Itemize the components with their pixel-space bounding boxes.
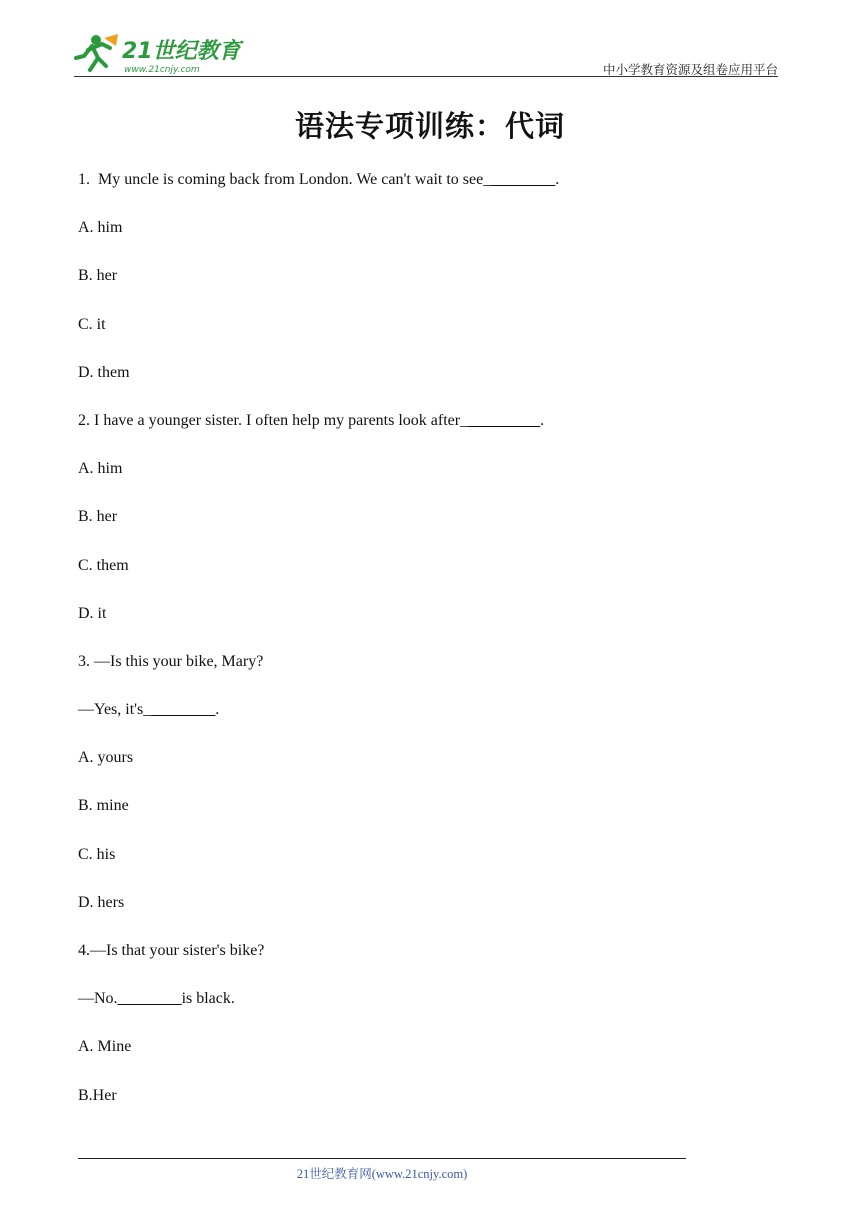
answer-blank: ________ (491, 171, 556, 188)
page-header (74, 30, 778, 78)
footer-link[interactable]: 21世纪教育网(www.21cnjy.com) (296, 1167, 468, 1181)
question-2: 2. I have a younger sister. I often help my parents look after__________. (78, 411, 545, 429)
option-3b: B. mine (78, 797, 129, 815)
option-2b: B. her (78, 508, 118, 526)
option-4b: B.Her (78, 1086, 117, 1104)
header-divider (74, 76, 778, 77)
svg-text:21世纪教育: 21世纪教育 (122, 39, 241, 64)
option-4a: A. Mine (78, 1038, 132, 1056)
runner-logo-icon (74, 30, 244, 76)
site-logo (74, 30, 244, 76)
option-1d: D. them (78, 363, 130, 381)
option-2d: D. it (78, 604, 107, 622)
option-2a: A. him (78, 460, 123, 478)
question-1: 1. My uncle is coming back from London. We can't wait to see_________. (78, 171, 560, 188)
answer-blank: __ (117, 990, 134, 1008)
option-1c: C. it (78, 315, 106, 333)
question-3-reply: —Yes, it's_________. (78, 701, 220, 719)
answer-blank: ________ (151, 701, 216, 719)
question-4-reply: —No.________is black. (78, 990, 235, 1008)
svg-text:www.21cnjy.com: www.21cnjy.com (124, 65, 200, 75)
option-1a: A. him (78, 219, 123, 237)
option-3a: A. yours (78, 749, 134, 767)
option-1b: B. her (78, 267, 118, 285)
platform-name: 中小学教育资源及组卷应用平台 (602, 62, 778, 77)
answer-blank: _________ (468, 411, 541, 429)
page-title: 语法专项训练：代词 (294, 109, 565, 143)
question-list (78, 170, 778, 1134)
footer-divider (78, 1158, 686, 1159)
option-3d: D. hers (78, 893, 125, 911)
question-4: 4.—Is that your sister's bike? (78, 942, 265, 959)
option-2c: C. them (78, 556, 129, 574)
question-3: 3. —Is this your bike, Mary? (78, 652, 264, 670)
option-3c: C. his (78, 845, 116, 863)
